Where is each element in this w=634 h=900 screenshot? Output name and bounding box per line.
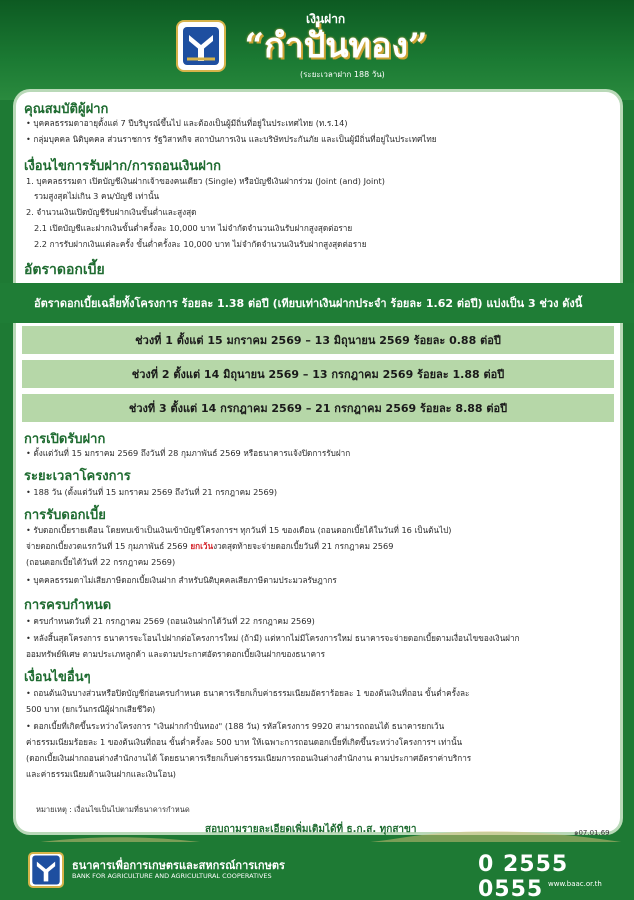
opening-line: • ตั้งแต่วันที่ 15 มกราคม 2569 ถึงวันที่ 28 กุมภาพันธ์ 2569 หรือธนาคารแจ้งปิดการรับฝาก bbox=[26, 448, 351, 458]
footer-logo bbox=[28, 852, 64, 888]
opening-heading: การเปิดรับฝาก bbox=[24, 432, 106, 447]
other-line: ค่าธรรมเนียมร้อยละ 1 ของต้นเงินที่ถอน ขั้นต่ำครั้งละ 500 บาท ให้เฉพาะการถอนดอกเบี้ยที่เกิดขึ้นระหว่างโครงการฯ เท่านั้น bbox=[26, 737, 463, 747]
rate-period-2: ช่วงที่ 2 ตั้งแต่ 14 มิถุนายน 2569 – 13 กรกฎาคม 2569 ร้อยละ 1.88 ต่อปี bbox=[22, 360, 614, 388]
other-line: • ดอกเบี้ยที่เกิดขึ้นระหว่างโครงการ "เงินฝากกำปั่นทอง" (188 วัน) รหัสโครงการ 9920 สามารถถอนได้ ธนาคารยกเว้น bbox=[26, 721, 445, 731]
header bbox=[0, 0, 634, 92]
rate-period-3: ช่วงที่ 3 ตั้งแต่ 14 กรกฎาคม 2569 – 21 กรกฎาคม 2569 ร้อยละ 8.88 ต่อปี bbox=[22, 394, 614, 422]
interest-line bbox=[26, 540, 393, 553]
rate-period-1: ช่วงที่ 1 ตั้งแต่ 15 มกราคม 2569 – 13 มิถุนายน 2569 ร้อยละ 0.88 ต่อปี bbox=[22, 326, 614, 354]
conditions-line: 2. จำนวนเงินเปิดบัญชีรับฝากเงินขั้นต่ำและสูงสุด bbox=[26, 207, 197, 217]
remark-note: หมายเหตุ : เงื่อนไขเป็นไปตามที่ธนาคารกำหนด bbox=[36, 805, 190, 814]
other-line: (ดอกเบี้ยเงินฝากถอนต่างสำนักงานได้ โดยธนาคารเรียกเก็บค่าธรรมเนียมการถอนเงินต่างสำนักงาน ตามประกาศอัตราค่าบริการ bbox=[26, 753, 472, 763]
footer-bar bbox=[0, 842, 634, 900]
interest-line: • รับดอกเบี้ยรายเดือน โดยทบเข้าเป็นเงินเข้าบัญชีโครงการฯ ทุกวันที่ 15 ของเดือน (ถอนดอกเบี้ยได้ในวันที่ 16 เป็นต้นไป) bbox=[26, 525, 452, 535]
conditions-line: 2.2 การรับฝากเงินแต่ละครั้ง ขั้นต่ำครั้งละ 10,000 บาท ไม่จำกัดจำนวนเงินรับฝากสูงสุดต่อราย bbox=[34, 239, 367, 249]
rate-heading: อัตราดอกเบี้ย bbox=[24, 262, 105, 278]
website-link[interactable]: www.baac.or.th bbox=[548, 880, 602, 888]
conditions-line: 2.1 เปิดบัญชีและฝากเงินขั้นต่ำครั้งละ 10,000 บาท ไม่จำกัดจำนวนเงินรับฝากสูงสุดต่อราย bbox=[34, 223, 353, 233]
call-center-phone[interactable]: 0 2555 0555 bbox=[478, 852, 569, 900]
bank-name-english: BANK FOR AGRICULTURE AND AGRICULTURAL COOPERATIVES bbox=[72, 872, 272, 880]
rate-band: อัตราดอกเบี้ยเฉลี่ยทั้งโครงการ ร้อยละ 1.38 ต่อปี (เทียบเท่าเงินฝากประจำ ร้อยละ 1.62 ต่อปี) แบ่งเป็น 3 ช่วง ดังนี้ bbox=[0, 283, 634, 323]
contact-line: สอบถามรายละเอียดเพิ่มเติมได้ที่ ธ.ก.ส. ทุกสาขา bbox=[205, 824, 417, 835]
conditions-line: 1. บุคคลธรรมดา เปิดบัญชีเงินฝากเจ้าของคนเดียว (Single) หรือบัญชีเงินฝากร่วม (Joint (and) Joint) bbox=[26, 176, 385, 186]
interest-line: • บุคคลธรรมดาไม่เสียภาษีดอกเบี้ยเงินฝาก สำหรับนิติบุคคลเสียภาษีตามประมวลรัษฎากร bbox=[26, 575, 337, 585]
maturity-line: • ครบกำหนดวันที่ 21 กรกฎาคม 2569 (ถอนเงินฝากได้วันที่ 22 กรกฎาคม 2569) bbox=[26, 616, 315, 626]
other-line: • ถอนต้นเงินบางส่วนหรือปิดบัญชีก่อนครบกำหนด ธนาคารเรียกเก็บค่าธรรมเนียมอัตราร้อยละ 1 ของต้นเงินที่ถอน ขั้นต่ำครั้งละ bbox=[26, 688, 470, 698]
other-line: และค่าธรรมเนียมด้านเงินฝากและเงินโอน) bbox=[26, 769, 176, 779]
maturity-heading: การครบกำหนด bbox=[24, 598, 112, 613]
maturity-line: • หลังสิ้นสุดโครงการ ธนาคารจะโอนไปฝากต่อโครงการใหม่ (ถ้ามี) แต่หากไม่มีโครงการใหม่ ธนาคารจะจ่ายดอกเบี้ยตามเงื่อนไขของเงินฝาก bbox=[26, 633, 520, 643]
conditions-line: รวมสูงสุดไม่เกิน 3 คน/บัญชี เท่านั้น bbox=[34, 191, 160, 201]
conditions-heading: เงื่อนไขการรับฝาก/การถอนเงินฝาก bbox=[24, 159, 222, 174]
header-small-label: เงินฝาก bbox=[306, 12, 346, 26]
duration-heading: ระยะเวลาโครงการ bbox=[24, 469, 131, 484]
qualification-heading: คุณสมบัติผู้ฝาก bbox=[24, 102, 109, 117]
qualification-line: • กลุ่มบุคคล นิติบุคคล ส่วนราชการ รัฐวิสาหกิจ สถาบันการเงิน และบริษัทประกันภัย และเป็นผู้มีถิ่นที่อยู่ในประเทศไทย bbox=[26, 134, 437, 144]
maturity-line: ออมทรัพย์พิเศษ ตามประเภทลูกค้า และตามประกาศอัตราดอกเบี้ยเงินฝากของธนาคาร bbox=[26, 649, 326, 659]
interest-heading: การรับดอกเบี้ย bbox=[24, 508, 106, 523]
interest-line: (ถอนดอกเบี้ยได้วันที่ 22 กรกฎาคม 2569) bbox=[26, 557, 176, 567]
header-title: “กำปั่นทอง” bbox=[244, 26, 428, 66]
other-heading: เงื่อนไขอื่นๆ bbox=[24, 670, 91, 685]
qualification-line: • บุคคลธรรมดาอายุตั้งแต่ 7 ปีบริบูรณ์ขึ้นไป และต้องเป็นผู้มีถิ่นที่อยู่ในประเทศไทย (ท.ร.14) bbox=[26, 118, 348, 128]
other-line: 500 บาท (ยกเว้นกรณีผู้ฝากเสียชีวิต) bbox=[26, 704, 156, 714]
interest-line-part: จ่ายดอกเบี้ยงวดแรกวันที่ 15 กุมภาพันธ์ 2569 bbox=[26, 541, 191, 551]
bank-name-thai: ธนาคารเพื่อการเกษตรและสหกรณ์การเกษตร bbox=[72, 859, 285, 872]
header-subtitle: (ระยะเวลาฝาก 188 วัน) bbox=[300, 70, 385, 79]
interest-exception-highlight: ยกเว้น bbox=[190, 541, 214, 551]
document-code: ๑07.01.69 bbox=[574, 829, 610, 837]
duration-line: • 188 วัน (ตั้งแต่วันที่ 15 มกราคม 2569 ถึงวันที่ 21 กรกฎาคม 2569) bbox=[26, 487, 278, 497]
interest-line-part: งวดสุดท้ายจะจ่ายดอกเบี้ยวันที่ 21 กรกฎาคม 2569 bbox=[213, 541, 394, 551]
baac-logo bbox=[176, 20, 226, 72]
